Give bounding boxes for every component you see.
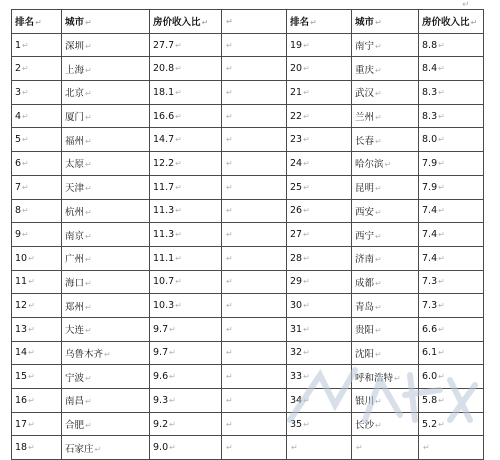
table-row: [12, 294, 484, 318]
cell-city-left: 杭州↵: [62, 199, 150, 223]
table-row: [12, 270, 484, 294]
cell-city-right: 重庆↵: [352, 57, 419, 81]
cell-spacer: ↵: [222, 223, 287, 247]
paragraph-mark-corner: ↵: [462, 0, 470, 10]
cell-city-left: 太原↵: [62, 152, 150, 176]
cell-spacer: ↵: [222, 270, 287, 294]
table-row: [12, 152, 484, 176]
cell-ratio-right: 7.4↵: [419, 246, 484, 270]
cell-rank-left: 12↵: [12, 294, 62, 318]
cell-city-left: 上海↵: [62, 57, 150, 81]
cell-ratio-right: ↵: [419, 436, 484, 460]
cell-city-left: 宁波↵: [62, 365, 150, 389]
cell-ratio-right: 7.4↵: [419, 199, 484, 223]
cell-rank-right: 30↵: [287, 294, 352, 318]
cell-ratio-right: 8.8↵: [419, 33, 484, 57]
table-row: [12, 317, 484, 341]
cell-rank-right: ↵: [287, 436, 352, 460]
table-row: [12, 57, 484, 81]
cell-city-right: 西宁↵: [352, 223, 419, 247]
cell-ratio-right: 7.3↵: [419, 294, 484, 318]
header-rank-left: 排名↵: [12, 10, 62, 34]
cell-spacer: ↵: [222, 33, 287, 57]
cell-city-left: 石家庄↵: [62, 436, 150, 460]
header-city-right: 城市↵: [352, 10, 419, 34]
cell-city-right: 昆明↵: [352, 175, 419, 199]
cell-ratio-right: 7.9↵: [419, 175, 484, 199]
cell-ratio-left: 16.6↵: [150, 104, 222, 128]
cell-ratio-right: 8.3↵: [419, 104, 484, 128]
cell-rank-right: 24↵: [287, 152, 352, 176]
housing-price-income-ratio-table: [11, 9, 484, 460]
cell-city-right: 长沙↵: [352, 412, 419, 436]
cell-city-right: 银川↵: [352, 389, 419, 413]
cell-city-right: 南宁↵: [352, 33, 419, 57]
header-ratio-right: 房价收入比↵: [419, 10, 484, 34]
cell-ratio-right: 8.0↵: [419, 128, 484, 152]
table-row: [12, 389, 484, 413]
cell-city-right: 兰州↵: [352, 104, 419, 128]
cell-rank-right: 21↵: [287, 81, 352, 105]
table-row: [12, 175, 484, 199]
cell-rank-right: 31↵: [287, 317, 352, 341]
cell-city-left: 合肥↵: [62, 412, 150, 436]
cell-spacer: ↵: [222, 341, 287, 365]
cell-rank-left: 18↵: [12, 436, 62, 460]
cell-spacer: ↵: [222, 104, 287, 128]
cell-city-left: 厦门↵: [62, 104, 150, 128]
table-row: [12, 81, 484, 105]
cell-city-right: 青岛↵: [352, 294, 419, 318]
cell-spacer: ↵: [222, 294, 287, 318]
cell-ratio-left: 9.2↵: [150, 412, 222, 436]
cell-ratio-left: 9.0↵: [150, 436, 222, 460]
cell-rank-left: 9↵: [12, 223, 62, 247]
cell-rank-right: 34↵: [287, 389, 352, 413]
cell-rank-right: 33↵: [287, 365, 352, 389]
table-row: [12, 199, 484, 223]
cell-rank-left: 2↵: [12, 57, 62, 81]
cell-rank-left: 10↵: [12, 246, 62, 270]
cell-spacer: ↵: [222, 81, 287, 105]
cell-rank-right: 27↵: [287, 223, 352, 247]
cell-ratio-left: 11.3↵: [150, 223, 222, 247]
cell-city-right: 济南↵: [352, 246, 419, 270]
cell-city-left: 海口↵: [62, 270, 150, 294]
cell-city-right: 哈尔滨↵: [352, 152, 419, 176]
cell-city-left: 广州↵: [62, 246, 150, 270]
cell-rank-left: 1↵: [12, 33, 62, 57]
cell-spacer: ↵: [222, 199, 287, 223]
table-row: [12, 223, 484, 247]
cell-city-right: 沈阳↵: [352, 341, 419, 365]
cell-rank-left: 3↵: [12, 81, 62, 105]
cell-ratio-left: 10.7↵: [150, 270, 222, 294]
cell-spacer: ↵: [222, 175, 287, 199]
cell-rank-left: 8↵: [12, 199, 62, 223]
cell-ratio-right: 6.0↵: [419, 365, 484, 389]
cell-rank-left: 17↵: [12, 412, 62, 436]
table-row: [12, 33, 484, 57]
cell-city-right: 贵阳↵: [352, 317, 419, 341]
cell-ratio-left: 9.7↵: [150, 317, 222, 341]
cell-rank-left: 13↵: [12, 317, 62, 341]
table-row: [12, 365, 484, 389]
table-row: [12, 341, 484, 365]
cell-city-left: 深圳↵: [62, 33, 150, 57]
cell-ratio-right: 5.8↵: [419, 389, 484, 413]
cell-ratio-left: 10.3↵: [150, 294, 222, 318]
cell-ratio-right: 7.9↵: [419, 152, 484, 176]
cell-rank-right: 29↵: [287, 270, 352, 294]
cell-ratio-right: 6.1↵: [419, 341, 484, 365]
cell-ratio-left: 11.7↵: [150, 175, 222, 199]
table-row: [12, 246, 484, 270]
cell-city-right: 呼和浩特↵: [352, 365, 419, 389]
cell-rank-right: 35↵: [287, 412, 352, 436]
cell-spacer: ↵: [222, 246, 287, 270]
cell-ratio-left: 9.6↵: [150, 365, 222, 389]
cell-ratio-right: 6.6↵: [419, 317, 484, 341]
cell-rank-right: 19↵: [287, 33, 352, 57]
cell-city-left: 天津↵: [62, 175, 150, 199]
cell-rank-right: 25↵: [287, 175, 352, 199]
table-row: [12, 412, 484, 436]
cell-rank-left: 6↵: [12, 152, 62, 176]
cell-ratio-left: 12.2↵: [150, 152, 222, 176]
cell-rank-right: 22↵: [287, 104, 352, 128]
header-spacer: ↵: [222, 10, 287, 34]
cell-city-left: 郑州↵: [62, 294, 150, 318]
cell-city-right: 长春↵: [352, 128, 419, 152]
cell-rank-left: 7↵: [12, 175, 62, 199]
cell-rank-right: 32↵: [287, 341, 352, 365]
cell-rank-left: 4↵: [12, 104, 62, 128]
cell-rank-right: 20↵: [287, 57, 352, 81]
cell-rank-left: 15↵: [12, 365, 62, 389]
cell-rank-right: 26↵: [287, 199, 352, 223]
cell-city-right: 西安↵: [352, 199, 419, 223]
cell-rank-left: 16↵: [12, 389, 62, 413]
table-body: [12, 33, 484, 459]
cell-city-left: 南昌↵: [62, 389, 150, 413]
cell-ratio-right: 8.4↵: [419, 57, 484, 81]
cell-rank-left: 14↵: [12, 341, 62, 365]
header-rank-right: 排名↵: [287, 10, 352, 34]
cell-ratio-left: 27.7↵: [150, 33, 222, 57]
cell-city-right: 成都↵: [352, 270, 419, 294]
cell-rank-left: 5↵: [12, 128, 62, 152]
cell-city-left: 福州↵: [62, 128, 150, 152]
cell-spacer: ↵: [222, 152, 287, 176]
table-row: [12, 104, 484, 128]
cell-spacer: ↵: [222, 317, 287, 341]
cell-city-left: 南京↵: [62, 223, 150, 247]
cell-ratio-left: 20.8↵: [150, 57, 222, 81]
cell-ratio-left: 9.7↵: [150, 341, 222, 365]
table-row: [12, 128, 484, 152]
cell-spacer: ↵: [222, 128, 287, 152]
header-ratio-left: 房价收入比↵: [150, 10, 222, 34]
header-city-left: 城市↵: [62, 10, 150, 34]
cell-ratio-right: 5.2↵: [419, 412, 484, 436]
cell-city-left: 大连↵: [62, 317, 150, 341]
cell-rank-right: 28↵: [287, 246, 352, 270]
cell-spacer: ↵: [222, 365, 287, 389]
cell-spacer: ↵: [222, 412, 287, 436]
cell-rank-left: 11↵: [12, 270, 62, 294]
cell-city-right: 武汉↵: [352, 81, 419, 105]
cell-ratio-right: 7.4↵: [419, 223, 484, 247]
cell-city-left: 北京↵: [62, 81, 150, 105]
cell-city-left: 乌鲁木齐↵: [62, 341, 150, 365]
header-row: [12, 10, 484, 34]
cell-rank-right: 23↵: [287, 128, 352, 152]
cell-ratio-left: 9.3↵: [150, 389, 222, 413]
cell-ratio-left: 11.3↵: [150, 199, 222, 223]
cell-spacer: ↵: [222, 57, 287, 81]
cell-city-right: ↵: [352, 436, 419, 460]
cell-spacer: ↵: [222, 436, 287, 460]
cell-ratio-right: 7.3↵: [419, 270, 484, 294]
cell-ratio-left: 14.7↵: [150, 128, 222, 152]
cell-spacer: ↵: [222, 389, 287, 413]
cell-ratio-left: 11.1↵: [150, 246, 222, 270]
cell-ratio-right: 8.3↵: [419, 81, 484, 105]
cell-ratio-left: 18.1↵: [150, 81, 222, 105]
